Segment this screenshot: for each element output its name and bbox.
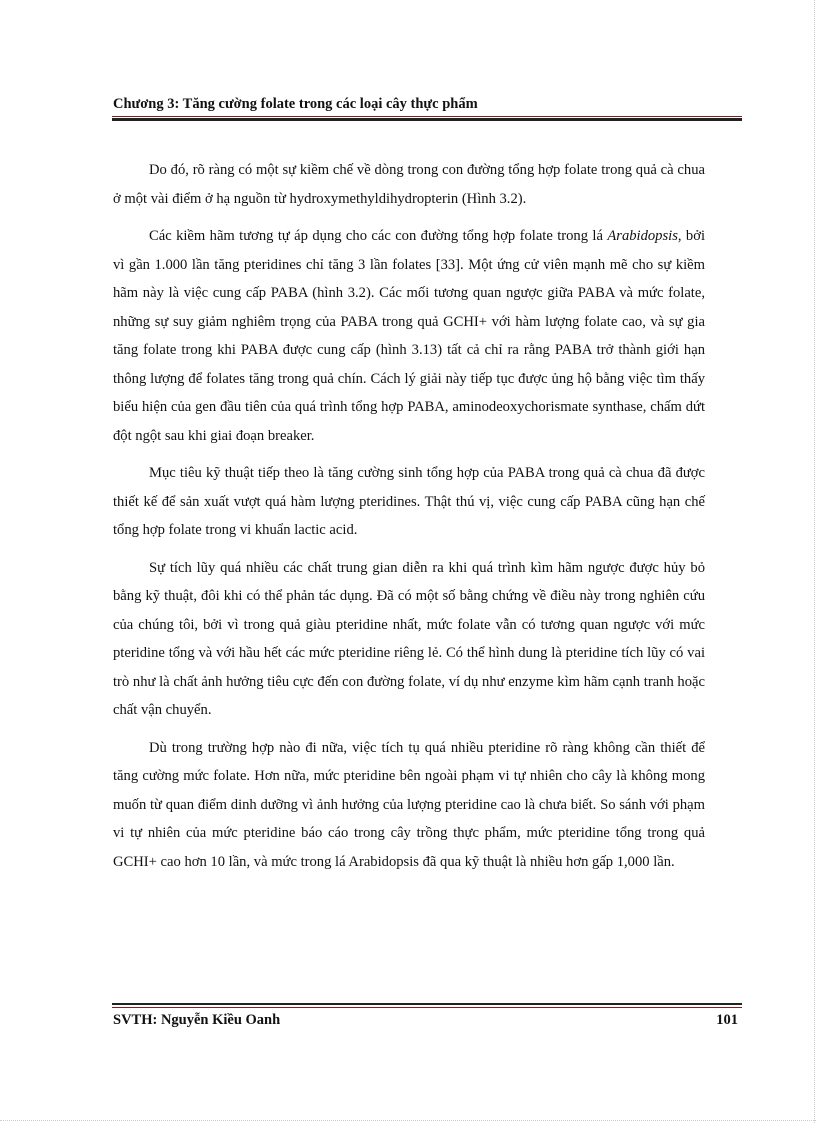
paragraph-2-text-before: Các kiềm hãm tương tự áp dụng cho các con đường tổng hợp folate trong lá <box>149 228 608 244</box>
paragraph-3 <box>113 459 705 545</box>
header-rule-thin <box>112 116 742 117</box>
footer-page-number: 101 <box>716 1012 738 1028</box>
paragraph-5-text: Dù trong trường hợp nào đi nữa, việc tích tụ quá nhiều pteridine rõ ràng không cần thiết để tăng cường mức folate. Hơn nữa, mức pteridine bên ngoài phạm vi tự nhiên cho cây là không mong muốn từ quan điểm dinh dưỡng vì ảnh hưởng của lượng pteridine cao là chưa biết. So sánh với phạm vi tự nhiên của mức pteridine báo cáo trong cây trồng thực phẩm, mức pteridine tổng trong quả GCHI+ cao hơn 10 lần, và mức trong lá Arabidopsis đã qua kỹ thuật là nhiều hơn gấp 1,000 lần. <box>113 739 705 870</box>
body-text <box>113 156 705 885</box>
paragraph-2-text-after: , bởi vì gần 1.000 lần tăng pteridines chỉ tăng 3 lần folates [33]. Một ứng cử viên mạnh mẽ cho sự kiềm hãm này là việc cung cấp PABA (hình 3.2). Các mối tương quan ngược giữa PABA và mức folate, những sự suy giảm nghiêm trọng của PABA trong quả GCHI+ với hàm lượng folate cao, và sự gia tăng folate trong khi PABA được cung cấp (hình 3.13) tất cả chỉ ra rằng PABA trở thành giới hạn thông lượng để folates tăng trong quả chín. Cách lý giải này tiếp tục được ủng hộ bằng việc tìm thấy biểu hiện của gen đầu tiên của quá trình tổng hợp PABA, aminodeoxychorismate synthase, chấm dứt đột ngột sau khi giai đoạn breaker. <box>113 228 705 444</box>
page-right-edge <box>814 0 815 1123</box>
paragraph-3-text: Mục tiêu kỹ thuật tiếp theo là tăng cường sinh tổng hợp của PABA trong quả cà chua đã được thiết kế để sản xuất vượt quá hàm lượng pteridines. Thật thú vị, việc cung cấp PABA cũng hạn chế tổng hợp folate trong vi khuẩn lactic acid. <box>113 465 705 538</box>
page-bottom-edge <box>0 1120 816 1121</box>
paragraph-5 <box>113 734 705 877</box>
header-rule-thick <box>112 118 742 121</box>
chapter-header-title: Chương 3: Tăng cường folate trong các loại cây thực phẩm <box>113 96 478 112</box>
paragraph-4-text: Sự tích lũy quá nhiều các chất trung gian diễn ra khi quá trình kìm hãm ngược được hủy bỏ bằng kỹ thuật, đôi khi có thể phản tác dụng. Đã có một số bằng chứng về điều này trong nghiên cứu của chúng tôi, bởi vì trong quả giàu pteridine nhất, mức folate vẫn có tương quan ngược với mức pteridine tổng và với hầu hết các mức pteridine riêng lẻ. Có thể hình dung là pteridine tích lũy có vai trò như là chất ảnh hưởng tiêu cực đến con đường folate, ví dụ như enzyme kìm hãm cạnh tranh hoặc chất vận chuyển. <box>113 559 705 718</box>
paragraph-2-italic-term: Arabidopsis <box>607 228 678 244</box>
footer-author: SVTH: Nguyễn Kiều Oanh <box>113 1012 281 1028</box>
paragraph-4 <box>113 554 705 725</box>
footer-rule-thick <box>112 1003 742 1005</box>
paragraph-1-text: Do đó, rõ ràng có một sự kiềm chế về dòng trong con đường tổng hợp folate trong quả cà chua ở một vài điểm ở hạ nguồn từ hydroxymethyldihydropterin (Hình 3.2). <box>113 162 705 207</box>
footer-rule-thin <box>112 1007 742 1008</box>
paragraph-2 <box>113 222 705 450</box>
paragraph-1 <box>113 156 705 213</box>
